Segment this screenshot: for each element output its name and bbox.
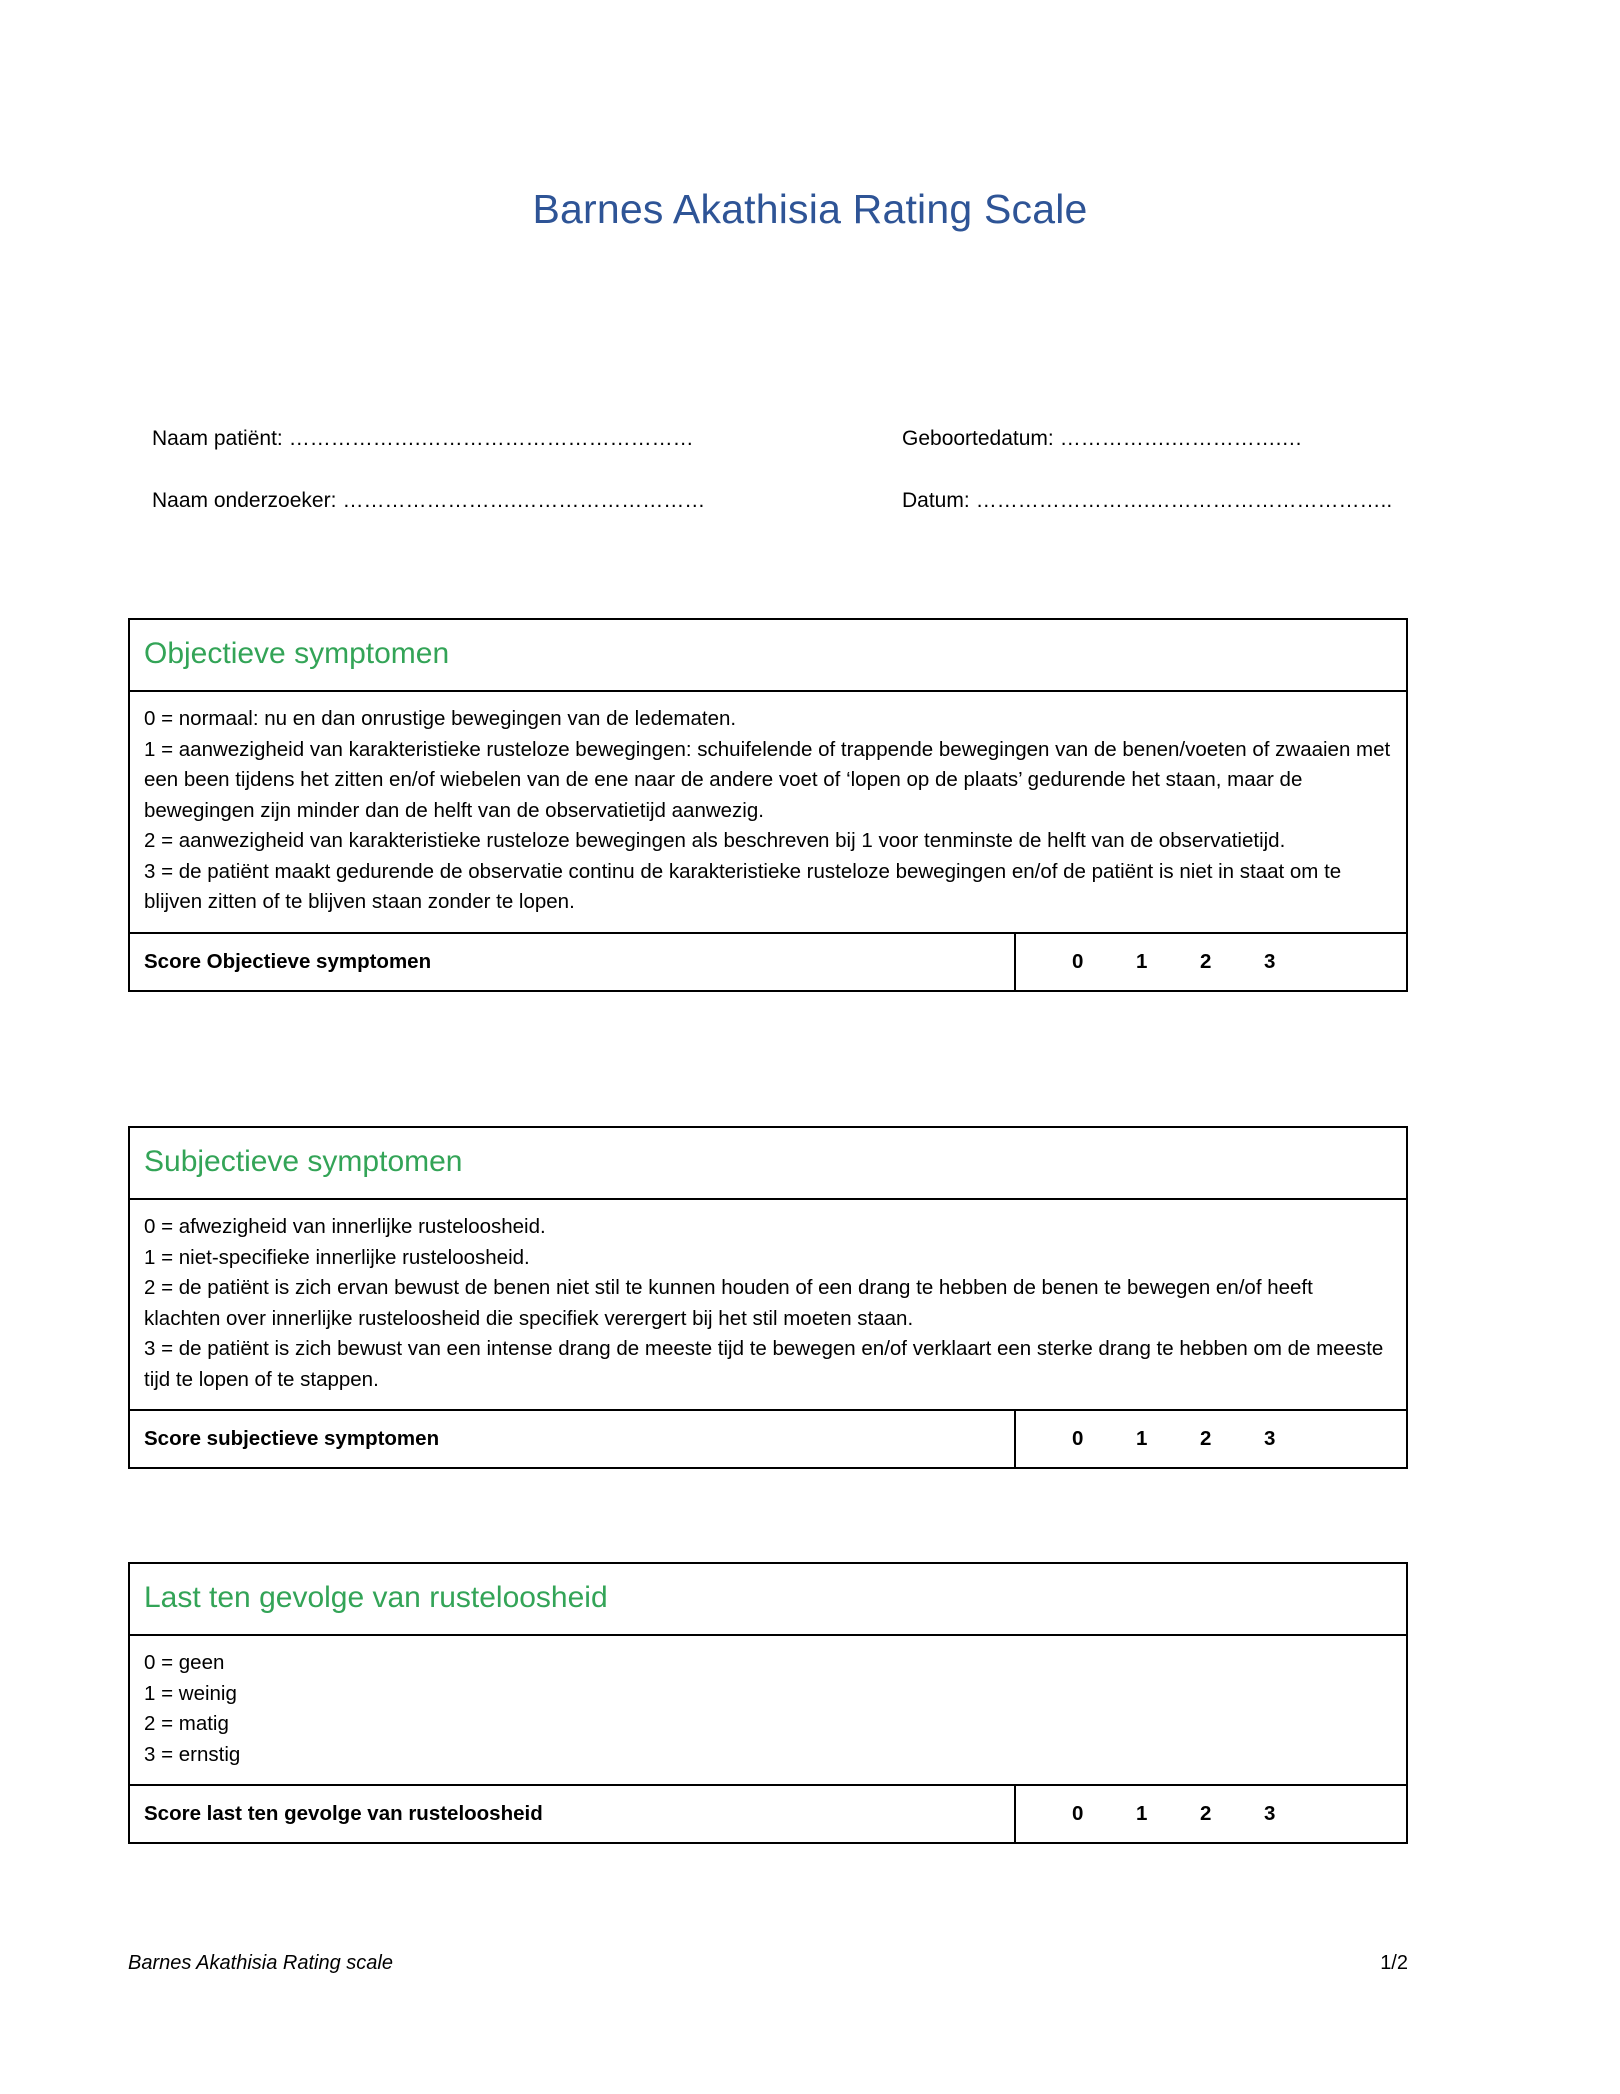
section-body-subjective bbox=[130, 1200, 1406, 1411]
criterion-2: 2 = de patiënt is zich ervan bewust de benen niet stil te kunnen houden of een drang te hebben de benen te bewegen en/of heeft klachten over innerlijke rusteloosheid die specifiek verergert bij het stil moeten staan. bbox=[144, 1276, 1313, 1330]
score-option-2[interactable]: 2 bbox=[1200, 1427, 1212, 1450]
criterion-3: 3 = ernstig bbox=[144, 1742, 241, 1766]
identification-row-1 bbox=[152, 424, 1472, 454]
score-option-2[interactable]: 2 bbox=[1200, 1802, 1212, 1825]
page-title: Barnes Akathisia Rating Scale bbox=[532, 186, 1088, 232]
criterion-3: 3 = de patiënt is zich bewust van een intense drang de meeste tijd te bewegen en/of verklaart een sterke drang te hebben om de meeste tijd te lopen of te stappen. bbox=[144, 1337, 1384, 1391]
section-body-objective bbox=[130, 692, 1406, 934]
score-option-1[interactable]: 1 bbox=[1136, 1427, 1148, 1450]
score-label-subjective: Score subjectieve symptomen bbox=[130, 1411, 1016, 1467]
section-header-subjective bbox=[130, 1128, 1406, 1200]
score-option-3[interactable]: 3 bbox=[1264, 1802, 1276, 1825]
score-option-3[interactable]: 3 bbox=[1264, 949, 1276, 973]
score-option-2[interactable]: 2 bbox=[1200, 949, 1212, 973]
criterion-1: 1 = aanwezigheid van karakteristieke rusteloze bewegingen: schuifelende of trappende bewegingen van de benen/voeten of zwaaien met een been tijdens het zitten en/of wiebelen van de ene naar de andere voet of ‘lopen op de plaats’ gedurende het staan, maar de bewegingen zijn minder dan de helft van de observatietijd aanwezig. bbox=[144, 737, 1391, 822]
score-option-1[interactable]: 1 bbox=[1136, 1802, 1148, 1825]
score-option-0[interactable]: 0 bbox=[1072, 949, 1084, 973]
identification-block bbox=[152, 424, 1472, 548]
criterion-3: 3 = de patiënt maakt gedurende de observatie continu de karakteristieke rusteloze bewegingen en/of de patiënt is niet in staat om te blijven zitten of te blijven staan zonder te lopen. bbox=[144, 859, 1342, 913]
birthdate-value[interactable]: …………….…………….… bbox=[1059, 427, 1303, 450]
score-option-0[interactable]: 0 bbox=[1072, 1427, 1084, 1450]
score-row-distress bbox=[130, 1786, 1406, 1842]
score-label-distress: Score last ten gevolge van rusteloosheid bbox=[130, 1786, 1016, 1842]
section-title-distress: Last ten gevolge van rusteloosheid bbox=[144, 1581, 608, 1614]
section-objective-symptoms bbox=[128, 618, 1408, 992]
section-title-objective: Objectieve symptomen bbox=[144, 637, 450, 670]
score-options-subjective bbox=[1016, 1411, 1406, 1467]
section-title-subjective: Subjectieve symptomen bbox=[144, 1145, 463, 1178]
section-header-objective bbox=[130, 620, 1406, 692]
birthdate-field[interactable] bbox=[902, 424, 1302, 454]
score-row-subjective bbox=[130, 1411, 1406, 1467]
criterion-2: 2 = matig bbox=[144, 1712, 229, 1735]
footer-page-number: 1/2 bbox=[1380, 1952, 1408, 1974]
section-subjective-symptoms bbox=[128, 1126, 1408, 1469]
criterion-1: 1 = niet-specifieke innerlijke rusteloosheid. bbox=[144, 1245, 530, 1269]
criterion-2: 2 = aanwezigheid van karakteristieke rusteloze bewegingen als beschreven bij 1 voor tenminste de helft van de observatietijd. bbox=[144, 829, 1286, 852]
section-header-distress bbox=[130, 1564, 1406, 1636]
score-row-objective bbox=[130, 934, 1406, 990]
criterion-0: 0 = geen bbox=[144, 1651, 225, 1674]
score-option-0[interactable]: 0 bbox=[1072, 1802, 1084, 1825]
footer-document-name: Barnes Akathisia Rating scale bbox=[128, 1952, 393, 1974]
criterion-0: 0 = normaal: nu en dan onrustige bewegingen van de ledematen. bbox=[144, 707, 737, 730]
section-body-distress bbox=[130, 1636, 1406, 1786]
patient-name-value[interactable]: ……………….………………………………… bbox=[288, 427, 694, 450]
score-option-3[interactable]: 3 bbox=[1264, 1427, 1276, 1450]
date-field[interactable] bbox=[902, 486, 1392, 516]
date-label: Datum: bbox=[902, 489, 970, 512]
patient-name-field[interactable] bbox=[152, 424, 902, 454]
score-option-1[interactable]: 1 bbox=[1136, 949, 1148, 973]
birthdate-label: Geboortedatum: bbox=[902, 427, 1054, 450]
identification-row-2 bbox=[152, 486, 1472, 516]
date-value[interactable]: …………………….…………………………….. bbox=[975, 489, 1393, 512]
section-distress bbox=[128, 1562, 1408, 1844]
criterion-1: 1 = weinig bbox=[144, 1681, 237, 1705]
score-options-objective bbox=[1016, 934, 1406, 990]
score-label-objective: Score Objectieve symptomen bbox=[130, 934, 1016, 990]
investigator-name-label: Naam onderzoeker: bbox=[152, 489, 337, 512]
criterion-0: 0 = afwezigheid van innerlijke rusteloosheid. bbox=[144, 1215, 546, 1238]
patient-name-label: Naam patiënt: bbox=[152, 427, 283, 450]
page-footer bbox=[128, 1952, 1408, 1975]
score-options-distress bbox=[1016, 1786, 1406, 1842]
investigator-name-value[interactable]: …………………….……………………… bbox=[342, 489, 706, 512]
investigator-name-field[interactable] bbox=[152, 486, 902, 516]
